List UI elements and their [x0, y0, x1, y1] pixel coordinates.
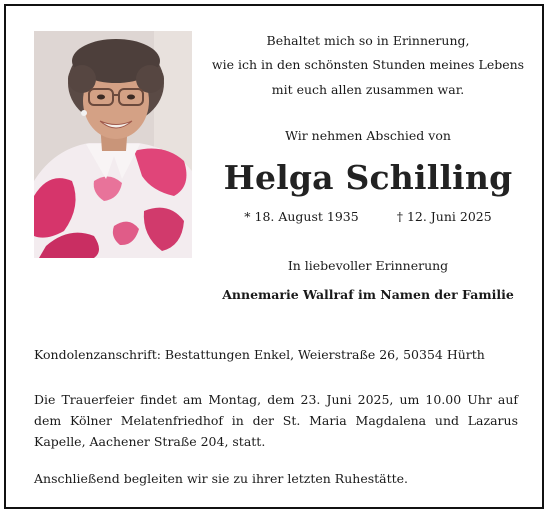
death-date: † 12. Juni 2025	[396, 209, 492, 224]
deceased-name: Helga Schilling	[223, 158, 513, 197]
life-dates	[198, 209, 538, 225]
birth-date: * 18. August 1935	[244, 209, 359, 224]
final-line: Anschließend begleiten wir sie zu ihrer letzten Ruhestätte.	[34, 471, 409, 486]
quote-line-2: wie ich in den schönsten Stunden meines Lebens	[211, 57, 525, 72]
obituary-frame	[4, 4, 544, 509]
ceremony-text: Die Trauerfeier findet am Montag, dem 23. Juni 2025, um 10.00 Uhr auf dem Kölner Melatenfriedhof in der St. Maria Magdalena und Lazarus Kapelle, Aachener Straße 204, statt.	[34, 392, 518, 449]
signer: Annemarie Wallraf im Namen der Familie	[222, 287, 514, 302]
quote-line-1: Behaltet mich so in Erinnerung,	[266, 33, 470, 48]
quote-line-3: mit euch allen zusammen war.	[271, 82, 465, 97]
condolence-address: Kondolenzanschrift: Bestattungen Enkel, Weierstraße 26, 50354 Hürth	[34, 347, 485, 362]
farewell-line: Wir nehmen Abschied von	[285, 128, 451, 143]
portrait-photo	[34, 31, 192, 258]
memory-line: In liebevoller Erinnerung	[287, 258, 449, 273]
